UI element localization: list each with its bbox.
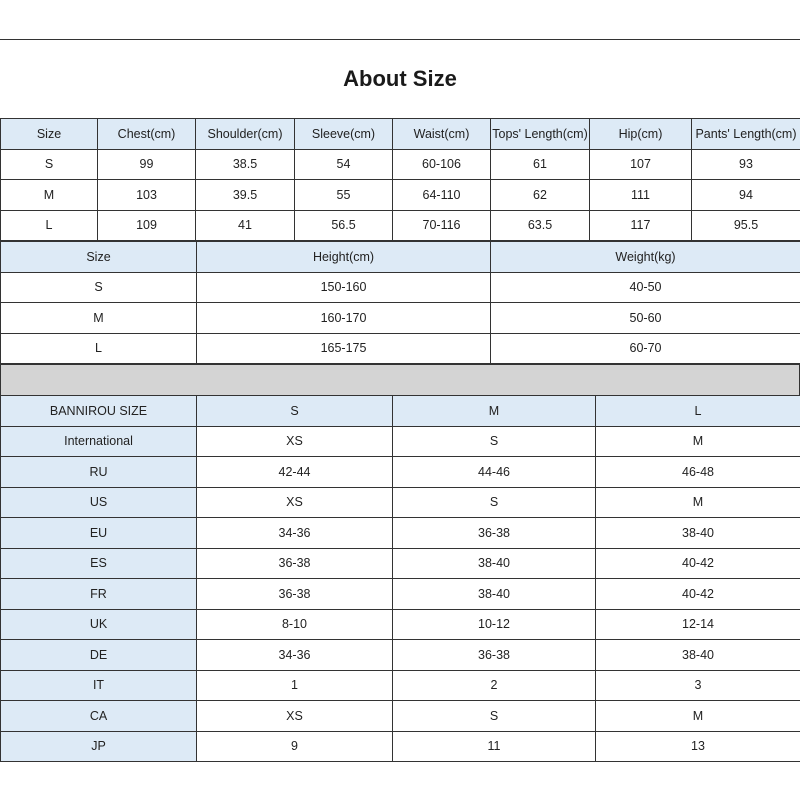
table-cell: 94 <box>692 180 800 211</box>
column-header: Chest(cm) <box>98 119 196 150</box>
conversion-table <box>0 395 800 762</box>
row-label: CA <box>1 701 197 732</box>
row-label: S <box>1 272 197 303</box>
table-cell: 40-42 <box>596 548 800 579</box>
table-row <box>1 272 800 303</box>
table-cell: 38-40 <box>596 518 800 549</box>
table-cell: XS <box>197 487 393 518</box>
row-label: US <box>1 487 197 518</box>
table-cell: M <box>596 701 800 732</box>
table-row <box>1 548 800 579</box>
table-cell: 1 <box>197 670 393 701</box>
table-cell: 36-38 <box>197 579 393 610</box>
table-row <box>1 487 800 518</box>
table-cell: 38-40 <box>596 640 800 671</box>
table-row <box>1 640 800 671</box>
row-label: FR <box>1 579 197 610</box>
table-cell: S <box>393 701 596 732</box>
column-header: Shoulder(cm) <box>196 119 295 150</box>
table-cell: 41 <box>196 210 295 241</box>
measurement-table <box>0 118 800 241</box>
table-cell: 95.5 <box>692 210 800 241</box>
column-header: BANNIROU SIZE <box>1 396 197 427</box>
column-header: Size <box>1 119 98 150</box>
column-header: Hip(cm) <box>590 119 692 150</box>
table-cell: 42-44 <box>197 457 393 488</box>
table-cell: 150-160 <box>197 272 491 303</box>
table-cell: 36-38 <box>393 640 596 671</box>
table-cell: 40-50 <box>491 272 800 303</box>
row-label: EU <box>1 518 197 549</box>
section-separator <box>0 364 800 395</box>
table-cell: 62 <box>491 180 590 211</box>
column-header: M <box>393 396 596 427</box>
table-row <box>1 426 800 457</box>
table-row <box>1 303 800 334</box>
column-header: Tops' Length(cm) <box>491 119 590 150</box>
table-cell: S <box>393 426 596 457</box>
column-header: S <box>197 396 393 427</box>
row-label: IT <box>1 670 197 701</box>
row-label: L <box>1 210 98 241</box>
row-label: M <box>1 303 197 334</box>
table-cell: 36-38 <box>197 548 393 579</box>
table-cell: 70-116 <box>393 210 491 241</box>
table-cell: 38.5 <box>196 149 295 180</box>
table-cell: 54 <box>295 149 393 180</box>
table-row <box>1 609 800 640</box>
table-cell: 44-46 <box>393 457 596 488</box>
table-row <box>1 518 800 549</box>
table-cell: 34-36 <box>197 640 393 671</box>
table-row <box>1 731 800 762</box>
table-cell: 38-40 <box>393 548 596 579</box>
table-row <box>1 701 800 732</box>
header-row <box>1 242 800 273</box>
table-cell: M <box>596 426 800 457</box>
header-row <box>1 396 800 427</box>
table-cell: 56.5 <box>295 210 393 241</box>
column-header: Weight(kg) <box>491 242 800 273</box>
row-label: JP <box>1 731 197 762</box>
row-label: UK <box>1 609 197 640</box>
column-header: Pants' Length(cm) <box>692 119 800 150</box>
column-header: Size <box>1 242 197 273</box>
column-header: Waist(cm) <box>393 119 491 150</box>
table-cell: 55 <box>295 180 393 211</box>
table-row <box>1 180 800 211</box>
table-cell: 13 <box>596 731 800 762</box>
column-header: Sleeve(cm) <box>295 119 393 150</box>
size-chart <box>0 39 800 762</box>
column-header: Height(cm) <box>197 242 491 273</box>
table-cell: 3 <box>596 670 800 701</box>
table-cell: 64-110 <box>393 180 491 211</box>
row-label: DE <box>1 640 197 671</box>
header-row <box>1 119 800 150</box>
table-row <box>1 210 800 241</box>
table-cell: 109 <box>98 210 196 241</box>
table-cell: 107 <box>590 149 692 180</box>
table-row <box>1 333 800 364</box>
table-cell: 60-70 <box>491 333 800 364</box>
row-label: International <box>1 426 197 457</box>
row-label: M <box>1 180 98 211</box>
column-header: L <box>596 396 800 427</box>
table-cell: 11 <box>393 731 596 762</box>
table-cell: 50-60 <box>491 303 800 334</box>
table-row <box>1 579 800 610</box>
table-cell: 60-106 <box>393 149 491 180</box>
table-cell: 12-14 <box>596 609 800 640</box>
table-cell: 111 <box>590 180 692 211</box>
row-label: L <box>1 333 197 364</box>
table-cell: 34-36 <box>197 518 393 549</box>
table-cell: 165-175 <box>197 333 491 364</box>
table-row <box>1 149 800 180</box>
table-cell: 117 <box>590 210 692 241</box>
table-cell: 63.5 <box>491 210 590 241</box>
table-cell: 93 <box>692 149 800 180</box>
table-cell: 9 <box>197 731 393 762</box>
table-cell: 10-12 <box>393 609 596 640</box>
table-cell: M <box>596 487 800 518</box>
table-cell: 36-38 <box>393 518 596 549</box>
table-cell: 99 <box>98 149 196 180</box>
table-cell: 103 <box>98 180 196 211</box>
table-row <box>1 670 800 701</box>
table-cell: 46-48 <box>596 457 800 488</box>
page-title: About Size <box>343 66 457 91</box>
title-box <box>0 39 800 118</box>
table-cell: XS <box>197 701 393 732</box>
table-cell: 39.5 <box>196 180 295 211</box>
row-label: ES <box>1 548 197 579</box>
table-cell: 8-10 <box>197 609 393 640</box>
table-cell: 2 <box>393 670 596 701</box>
table-cell: S <box>393 487 596 518</box>
table-row <box>1 457 800 488</box>
table-cell: 40-42 <box>596 579 800 610</box>
table-cell: 38-40 <box>393 579 596 610</box>
row-label: S <box>1 149 98 180</box>
table-cell: 160-170 <box>197 303 491 334</box>
table-cell: 61 <box>491 149 590 180</box>
body-fit-table <box>0 241 800 364</box>
table-cell: XS <box>197 426 393 457</box>
row-label: RU <box>1 457 197 488</box>
